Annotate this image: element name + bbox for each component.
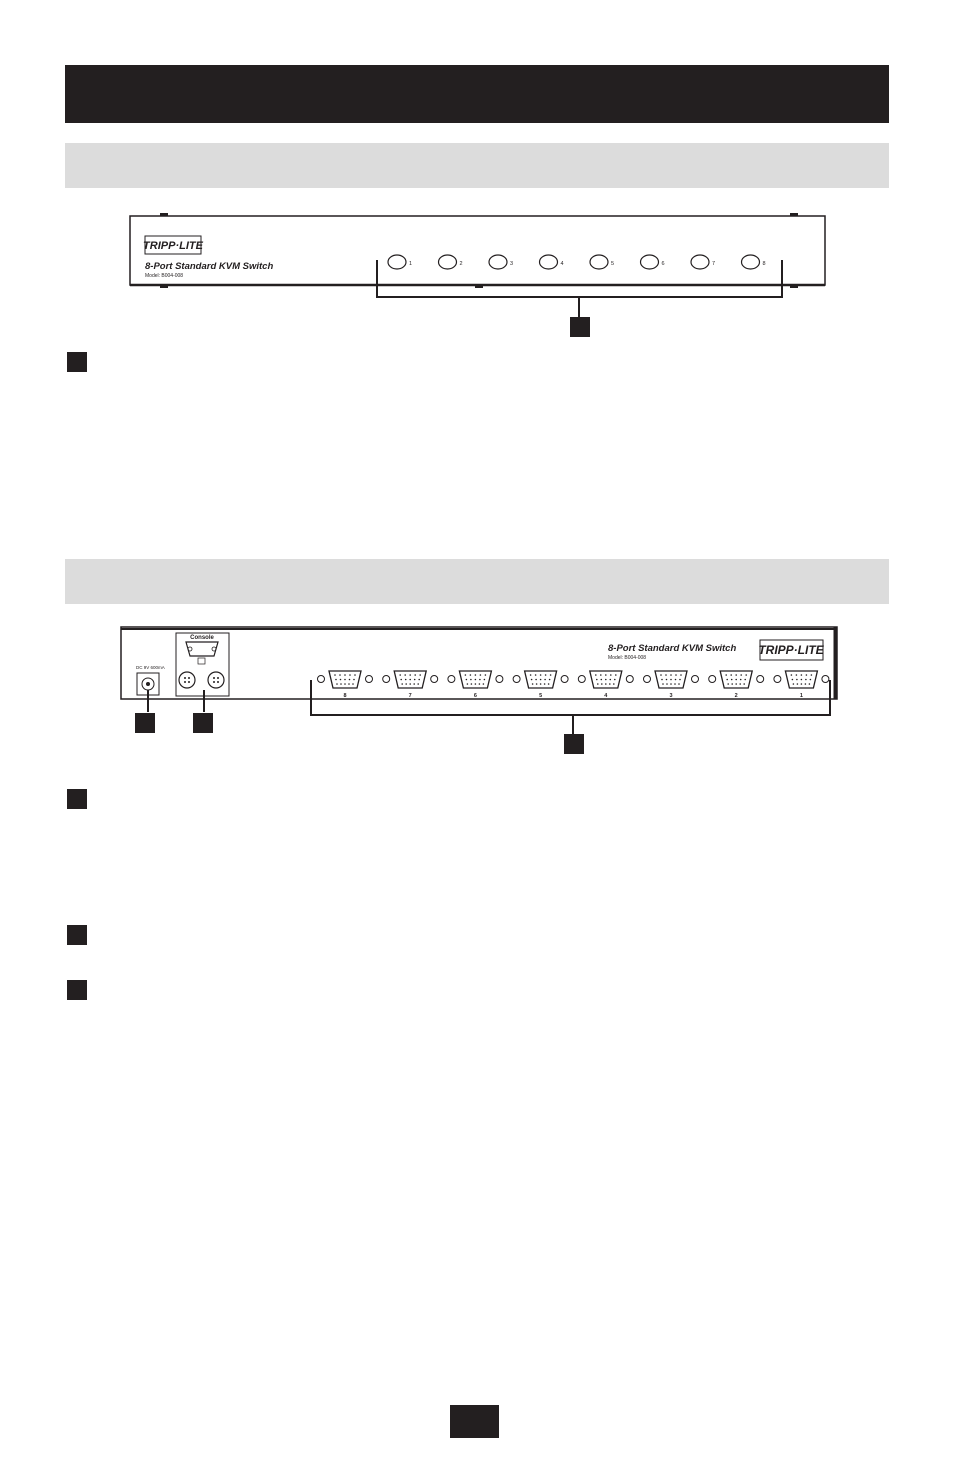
- port-pin: [601, 679, 603, 681]
- front-product-name: 8-Port Standard KVM Switch: [145, 261, 274, 272]
- port-pin: [545, 674, 547, 676]
- port-pin: [536, 683, 538, 685]
- port-pin: [417, 683, 419, 685]
- port-pin: [740, 679, 742, 681]
- port-pin: [409, 674, 411, 676]
- port-pin: [483, 683, 485, 685]
- port-screw-right: [561, 676, 568, 683]
- port-screw-left: [448, 676, 455, 683]
- port-screw-right: [496, 676, 503, 683]
- port-pin: [480, 674, 482, 676]
- port-pin: [801, 679, 803, 681]
- port-pin: [600, 674, 602, 676]
- port-pin: [475, 679, 477, 681]
- port-pin: [735, 679, 737, 681]
- port-pin: [405, 683, 407, 685]
- console-keyboard-port: [179, 672, 195, 688]
- port-pin: [399, 674, 401, 676]
- port-number-label: 3: [669, 693, 673, 699]
- port-pin: [414, 679, 416, 681]
- rear-model-line: Model: B004-008: [608, 655, 647, 661]
- port-pin: [404, 674, 406, 676]
- port-pin: [601, 683, 603, 685]
- port-number-label: 1: [799, 693, 803, 699]
- port-pin: [610, 674, 612, 676]
- port-pin: [727, 683, 729, 685]
- rear-ports-callout: [564, 734, 584, 754]
- port-pin: [805, 683, 807, 685]
- port-pin: [792, 679, 794, 681]
- port-pin: [665, 674, 667, 676]
- console-mouse-port: [208, 672, 224, 688]
- console-vga-port: [186, 642, 218, 656]
- port-pin: [725, 674, 727, 676]
- port-pin: [596, 679, 598, 681]
- port-pin: [743, 683, 745, 685]
- port-number-label: 7: [408, 693, 412, 699]
- port-pin: [532, 683, 534, 685]
- console-label: Console: [190, 635, 214, 641]
- port-pin: [679, 679, 681, 681]
- port-pin: [465, 674, 467, 676]
- port-pin: [349, 679, 351, 681]
- port-pin: [726, 679, 728, 681]
- port-pin: [809, 683, 811, 685]
- port-pin: [674, 683, 676, 685]
- port-pin: [335, 679, 337, 681]
- port-pin: [805, 679, 807, 681]
- port-pin: [660, 674, 662, 676]
- port-pin: [414, 674, 416, 676]
- port-pin: [796, 674, 798, 676]
- port-pin: [735, 674, 737, 676]
- port-pin: [605, 674, 607, 676]
- port-pin: [744, 679, 746, 681]
- port-screw-right: [431, 676, 438, 683]
- port-pin: [731, 683, 733, 685]
- rear-item-callout-2: [67, 925, 87, 945]
- port-pin: [670, 674, 672, 676]
- port-button-label: 4: [560, 261, 564, 267]
- rear-item-callout-3: [67, 980, 87, 1000]
- port-button-label: 8: [762, 261, 766, 267]
- port-pin: [336, 683, 338, 685]
- port-pin: [740, 674, 742, 676]
- port-pin: [661, 679, 663, 681]
- port-pin: [801, 683, 803, 685]
- port-pin: [471, 683, 473, 685]
- rear-item-callout-1: [67, 789, 87, 809]
- port-button-label: 5: [611, 261, 615, 267]
- port-pin: [470, 674, 472, 676]
- port-screw-right: [366, 676, 373, 683]
- port-pin: [354, 674, 356, 676]
- port-pin: [344, 679, 346, 681]
- port-pin: [475, 674, 477, 676]
- port-pin: [466, 679, 468, 681]
- port-pin: [613, 683, 615, 685]
- page-number-box: [450, 1405, 499, 1438]
- port-pin: [597, 683, 599, 685]
- port-screw-right: [822, 676, 829, 683]
- port-pin: [548, 683, 550, 685]
- port-pin: [475, 683, 477, 685]
- port-pin: [470, 679, 472, 681]
- port-pin: [409, 679, 411, 681]
- port-pin: [353, 679, 355, 681]
- port-pin: [530, 674, 532, 676]
- port-pin: [735, 683, 737, 685]
- port-pin: [400, 679, 402, 681]
- port-screw-right: [626, 676, 633, 683]
- port-pin: [680, 674, 682, 676]
- port-pin: [670, 679, 672, 681]
- port-pin: [739, 683, 741, 685]
- port-screw-left: [644, 676, 651, 683]
- port-pin: [531, 679, 533, 681]
- rear-power-label: DC 9V 600mA: [136, 665, 165, 670]
- port-screw-left: [318, 676, 325, 683]
- rear-brand-logo: [758, 640, 824, 660]
- port-pin: [467, 683, 469, 685]
- port-screw-left: [774, 676, 781, 683]
- port-pin: [615, 674, 617, 676]
- front-model-line: Model: B004-008: [145, 273, 184, 279]
- port-pin: [595, 674, 597, 676]
- port-pin: [666, 679, 668, 681]
- port-pin: [544, 679, 546, 681]
- port-pin: [540, 674, 542, 676]
- port-pin: [810, 679, 812, 681]
- port-screw-left: [709, 676, 716, 683]
- port-button-label: 3: [510, 261, 514, 267]
- port-pin: [485, 674, 487, 676]
- port-pin: [605, 679, 607, 681]
- port-pin: [731, 679, 733, 681]
- port-pin: [662, 683, 664, 685]
- port-pin: [791, 674, 793, 676]
- front-brand-text: TRIPP·LITE: [143, 240, 203, 252]
- port-pin: [340, 679, 342, 681]
- port-pin: [352, 683, 354, 685]
- port-screw-left: [383, 676, 390, 683]
- port-number-label: 2: [734, 693, 738, 699]
- port-button-label: 1: [409, 261, 413, 267]
- port-number-label: 8: [343, 693, 347, 699]
- port-pin: [666, 683, 668, 685]
- port-pin: [730, 674, 732, 676]
- port-pin: [344, 683, 346, 685]
- port-number-label: 6: [473, 693, 477, 699]
- port-pin: [340, 683, 342, 685]
- port-pin: [409, 683, 411, 685]
- rear-brand-text: TRIPP·LITE: [758, 643, 824, 657]
- port-screw-left: [513, 676, 520, 683]
- port-pin: [605, 683, 607, 685]
- port-pin: [610, 679, 612, 681]
- port-pin: [349, 674, 351, 676]
- port-pin: [549, 679, 551, 681]
- power-callout: [135, 713, 155, 733]
- port-pin: [797, 683, 799, 685]
- port-screw-right: [757, 676, 764, 683]
- port-pin: [348, 683, 350, 685]
- port-button-label: 6: [661, 261, 665, 267]
- port-pin: [535, 674, 537, 676]
- port-pin: [550, 674, 552, 676]
- port-screw-left: [578, 676, 585, 683]
- port-pin: [614, 679, 616, 681]
- port-button-label: 2: [459, 261, 463, 267]
- port-pin: [796, 679, 798, 681]
- port-pin: [405, 679, 407, 681]
- port-pin: [806, 674, 808, 676]
- port-pin: [675, 674, 677, 676]
- port-button-label: 7: [712, 261, 716, 267]
- port-pin: [535, 679, 537, 681]
- port-pin: [479, 679, 481, 681]
- port-pin: [334, 674, 336, 676]
- port-number-label: 4: [604, 693, 608, 699]
- port-pin: [540, 683, 542, 685]
- console-callout: [193, 713, 213, 733]
- port-number-label: 5: [539, 693, 543, 699]
- port-pin: [540, 679, 542, 681]
- port-pin: [678, 683, 680, 685]
- port-pin: [801, 674, 803, 676]
- port-pin: [419, 674, 421, 676]
- port-pin: [413, 683, 415, 685]
- port-pin: [344, 674, 346, 676]
- port-pin: [670, 683, 672, 685]
- port-pin: [544, 683, 546, 685]
- rear-product-name: 8-Port Standard KVM Switch: [608, 643, 737, 654]
- port-pin: [484, 679, 486, 681]
- port-pin: [793, 683, 795, 685]
- port-pin: [418, 679, 420, 681]
- port-screw-right: [692, 676, 699, 683]
- port-pin: [811, 674, 813, 676]
- port-pin: [745, 674, 747, 676]
- port-pin: [479, 683, 481, 685]
- port-pin: [675, 679, 677, 681]
- port-pin: [339, 674, 341, 676]
- port-pin: [609, 683, 611, 685]
- port-pin: [401, 683, 403, 685]
